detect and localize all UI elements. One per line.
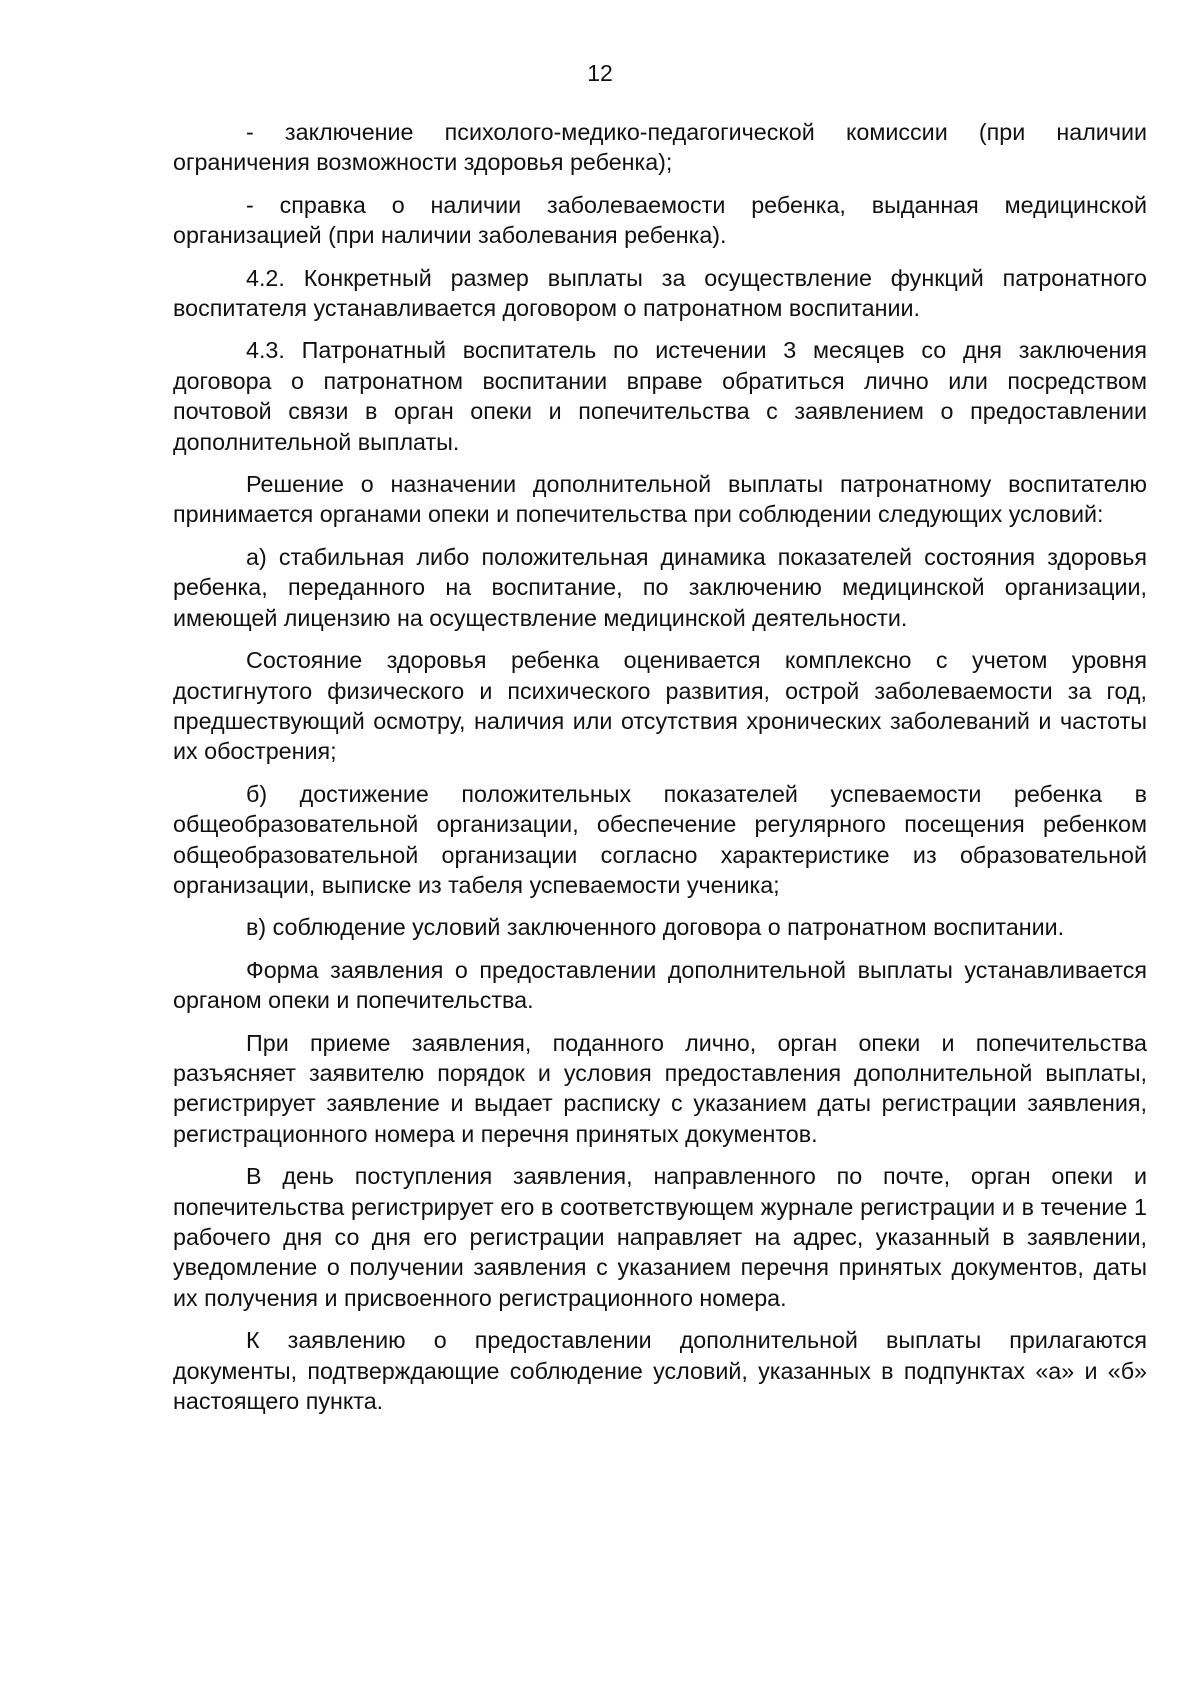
paragraph-attached-documents: К заявлению о предоставлении дополнительной выплаты прилагаются документы, подтверждающие соблюдение условий, указанных в подпунктах «а» и «б» настоящего пункта. (173, 1327, 1147, 1415)
paragraph-4-3: 4.3. Патронатный воспитатель по истечении 3 месяцев со дня заключения договора о патронатном воспитании вправе обратиться лично или посредством почтовой связи в орган опеки и попечительства с заявлением о предоставлении дополнительной выплаты. (173, 337, 1147, 455)
paragraph-4-2: 4.2. Конкретный размер выплаты за осуществление функций патронатного воспитателя устанавливается договором о патронатном воспитании. (173, 264, 1147, 322)
paragraph-in-person-reception: При приеме заявления, поданного лично, орган опеки и попечительства разъясняет заявителю порядок и условия предоставления дополнительной выплаты, регистрирует заявление и выдает расписку с указанием даты регистрации заявления, регистрационного номера и перечня принятых документов. (173, 1029, 1147, 1147)
paragraph-application-form: Форма заявления о предоставлении дополнительной выплаты устанавливается органом опеки и попечительства. (173, 956, 1147, 1014)
paragraph-decision-conditions: Решение о назначении дополнительной выплаты патронатному воспитателю принимается органами опеки и попечительства при соблюдении следующих условий: (173, 471, 1147, 528)
paragraph-condition-v: в) соблюдение условий заключенного договора о патронатном воспитании. (246, 914, 1065, 941)
paragraph-health-assessment: Состояние здоровья ребенка оценивается комплексно с учетом уровня достигнутого физического и психического развития, острой заболеваемости за год, предшествующий осмотру, наличия или отсутствия хронических заболеваний и частоты их обострения; (173, 647, 1147, 765)
paragraph-condition-a: а) стабильная либо положительная динамика показателей состояния здоровья ребенка, переданного на воспитание, по заключению медицинской организации, имеющей лицензию на осуществление медицинской деятельности. (173, 543, 1147, 631)
paragraph-mail-reception: В день поступления заявления, направленного по почте, орган опеки и попечительства регистрирует его в соответствующем журнале регистрации и в течение 1 рабочего дня со дня его регистрации направляет на адрес, указанный в заявлении, уведомление о получении заявления с указанием перечня принятых документов, даты их получения и присвоенного регистрационного номера. (173, 1163, 1147, 1311)
paragraph-ppmk-conclusion: - заключение психолого-медико-педагогической комиссии (при наличии ограничения возможности здоровья ребенка); (173, 119, 1147, 176)
page-number: 12 (587, 60, 613, 86)
paragraph-medical-certificate: - справка о наличии заболеваемости ребенка, выданная медицинской организацией (при наличии заболевания ребенка). (173, 191, 1147, 249)
paragraph-condition-b: б) достижение положительных показателей успеваемости ребенка в общеобразовательной организации, обеспечение регулярного посещения ребенком общеобразовательной организации согласно характеристике из образовательной организации, выписке из табеля успеваемости ученика; (173, 780, 1147, 898)
document-body (173, 117, 1147, 1428)
